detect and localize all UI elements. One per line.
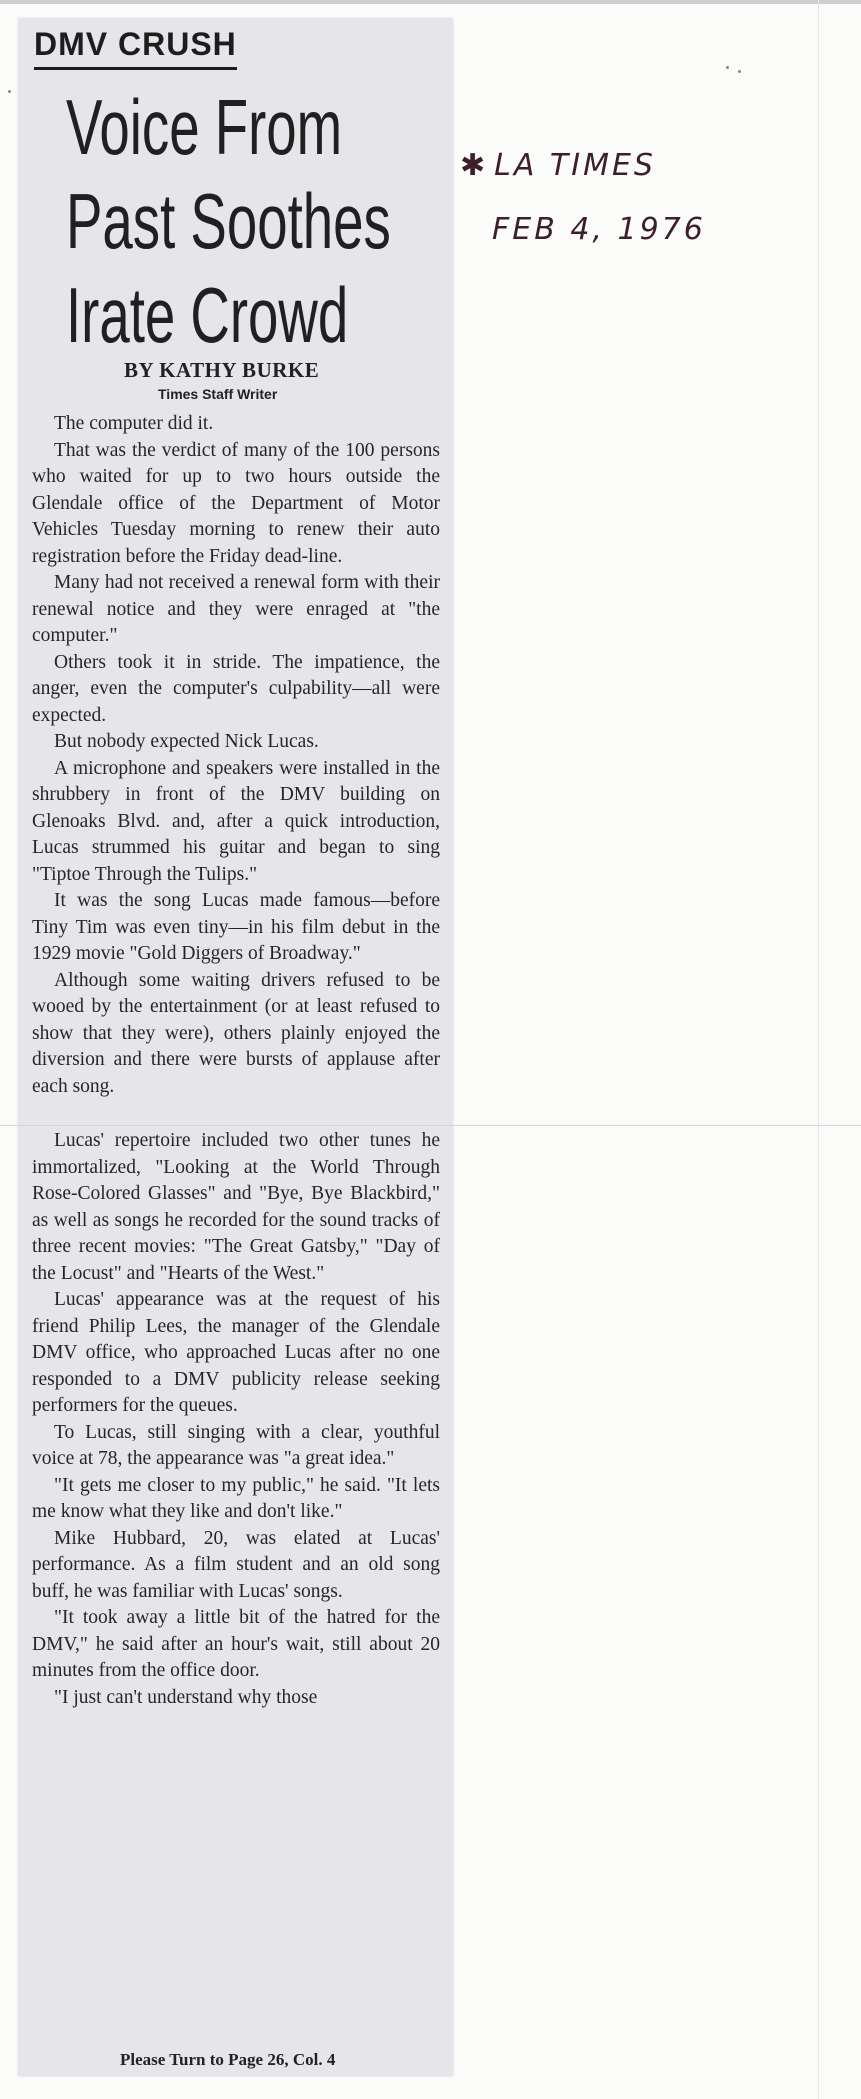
headline-line-2: Past Soothes xyxy=(66,177,391,265)
headline-line-1: Voice From xyxy=(66,83,343,171)
handwritten-source-text: LA TIMES xyxy=(494,148,656,183)
byline-title: Times Staff Writer xyxy=(158,386,278,402)
paragraph: A microphone and speakers were installed in the shrubbery in front of the DMV building on Glenoaks Blvd. and, after a quick introduction, Lucas strummed his guitar and began to sing "Tiptoe Through the Tulips." xyxy=(32,757,440,885)
jump-line: Please Turn to Page 26, Col. 4 xyxy=(120,2050,336,2069)
section-break xyxy=(32,1100,440,1128)
newspaper-clipping xyxy=(18,18,453,2076)
article-body xyxy=(32,411,440,1711)
asterisk-mark: ✱ xyxy=(460,148,489,183)
paper-right-crease xyxy=(818,0,819,2099)
kicker: DMV CRUSH xyxy=(34,26,237,70)
fold-line xyxy=(0,1125,861,1126)
byline: BY KATHY BURKE xyxy=(124,358,320,382)
paragraph: Although some waiting drivers refused to be wooed by the entertainment (or at least refused to show that they were), others plainly enjoyed the diversion and there were bursts of applause after each song. xyxy=(32,969,440,1097)
headline xyxy=(66,80,391,362)
paragraph: That was the verdict of many of the 100 persons who waited for up to two hours outside the Glendale office of the Department of Motor Vehicles Tuesday morning to renew their auto registration before the Friday dead-line. xyxy=(32,439,440,567)
paper-speck xyxy=(738,70,741,73)
paragraph: Lucas' appearance was at the request of his friend Philip Lees, the manager of the Glendale DMV office, who approached Lucas after no one responded to a DMV publicity release seeking performers for the queues. xyxy=(32,1289,440,1416)
paragraph: Others took it in stride. The impatience, the anger, even the computer's culpability—all were expected. xyxy=(32,651,440,726)
paragraph: "It took away a little bit of the hatred for the DMV," he said after an hour's wait, still about 20 minutes from the office door. xyxy=(32,1607,440,1681)
paragraph: The computer did it. xyxy=(54,413,214,434)
paragraph: "I just can't understand why those xyxy=(54,1686,318,1708)
handwritten-date-note: FEB 4, 1976 xyxy=(492,212,706,247)
paragraph: To Lucas, still singing with a clear, youthful voice at 78, the appearance was "a great idea." xyxy=(32,1421,440,1469)
paragraph: Lucas' repertoire included two other tunes he immortalized, "Looking at the World Through Rose-Colored Glasses" and "Bye, Bye Blackbird," as well as songs he recorded for the sound tracks of three recent movies: "The Great Gatsby," "Day of the Locust" and "Hearts of the West." xyxy=(32,1130,440,1284)
paragraph: But nobody expected Nick Lucas. xyxy=(54,731,319,752)
paragraph: Many had not received a renewal form with their renewal notice and they were enraged at "the computer." xyxy=(32,572,440,646)
handwritten-source-note xyxy=(460,148,656,183)
headline-line-3: Irate Crowd xyxy=(66,271,349,359)
paper-speck xyxy=(8,90,11,93)
paper-speck xyxy=(726,66,729,69)
paper-top-edge xyxy=(0,0,861,4)
paragraph: "It gets me closer to my public," he said. "It lets me know what they like and don't like." xyxy=(32,1474,440,1522)
paragraph: It was the song Lucas made famous—before Tiny Tim was even tiny—in his film debut in the 1929 movie "Gold Diggers of Broadway." xyxy=(32,890,440,964)
paragraph: Mike Hubbard, 20, was elated at Lucas' performance. As a film student and an old song buff, he was familiar with Lucas' songs. xyxy=(32,1527,440,1602)
